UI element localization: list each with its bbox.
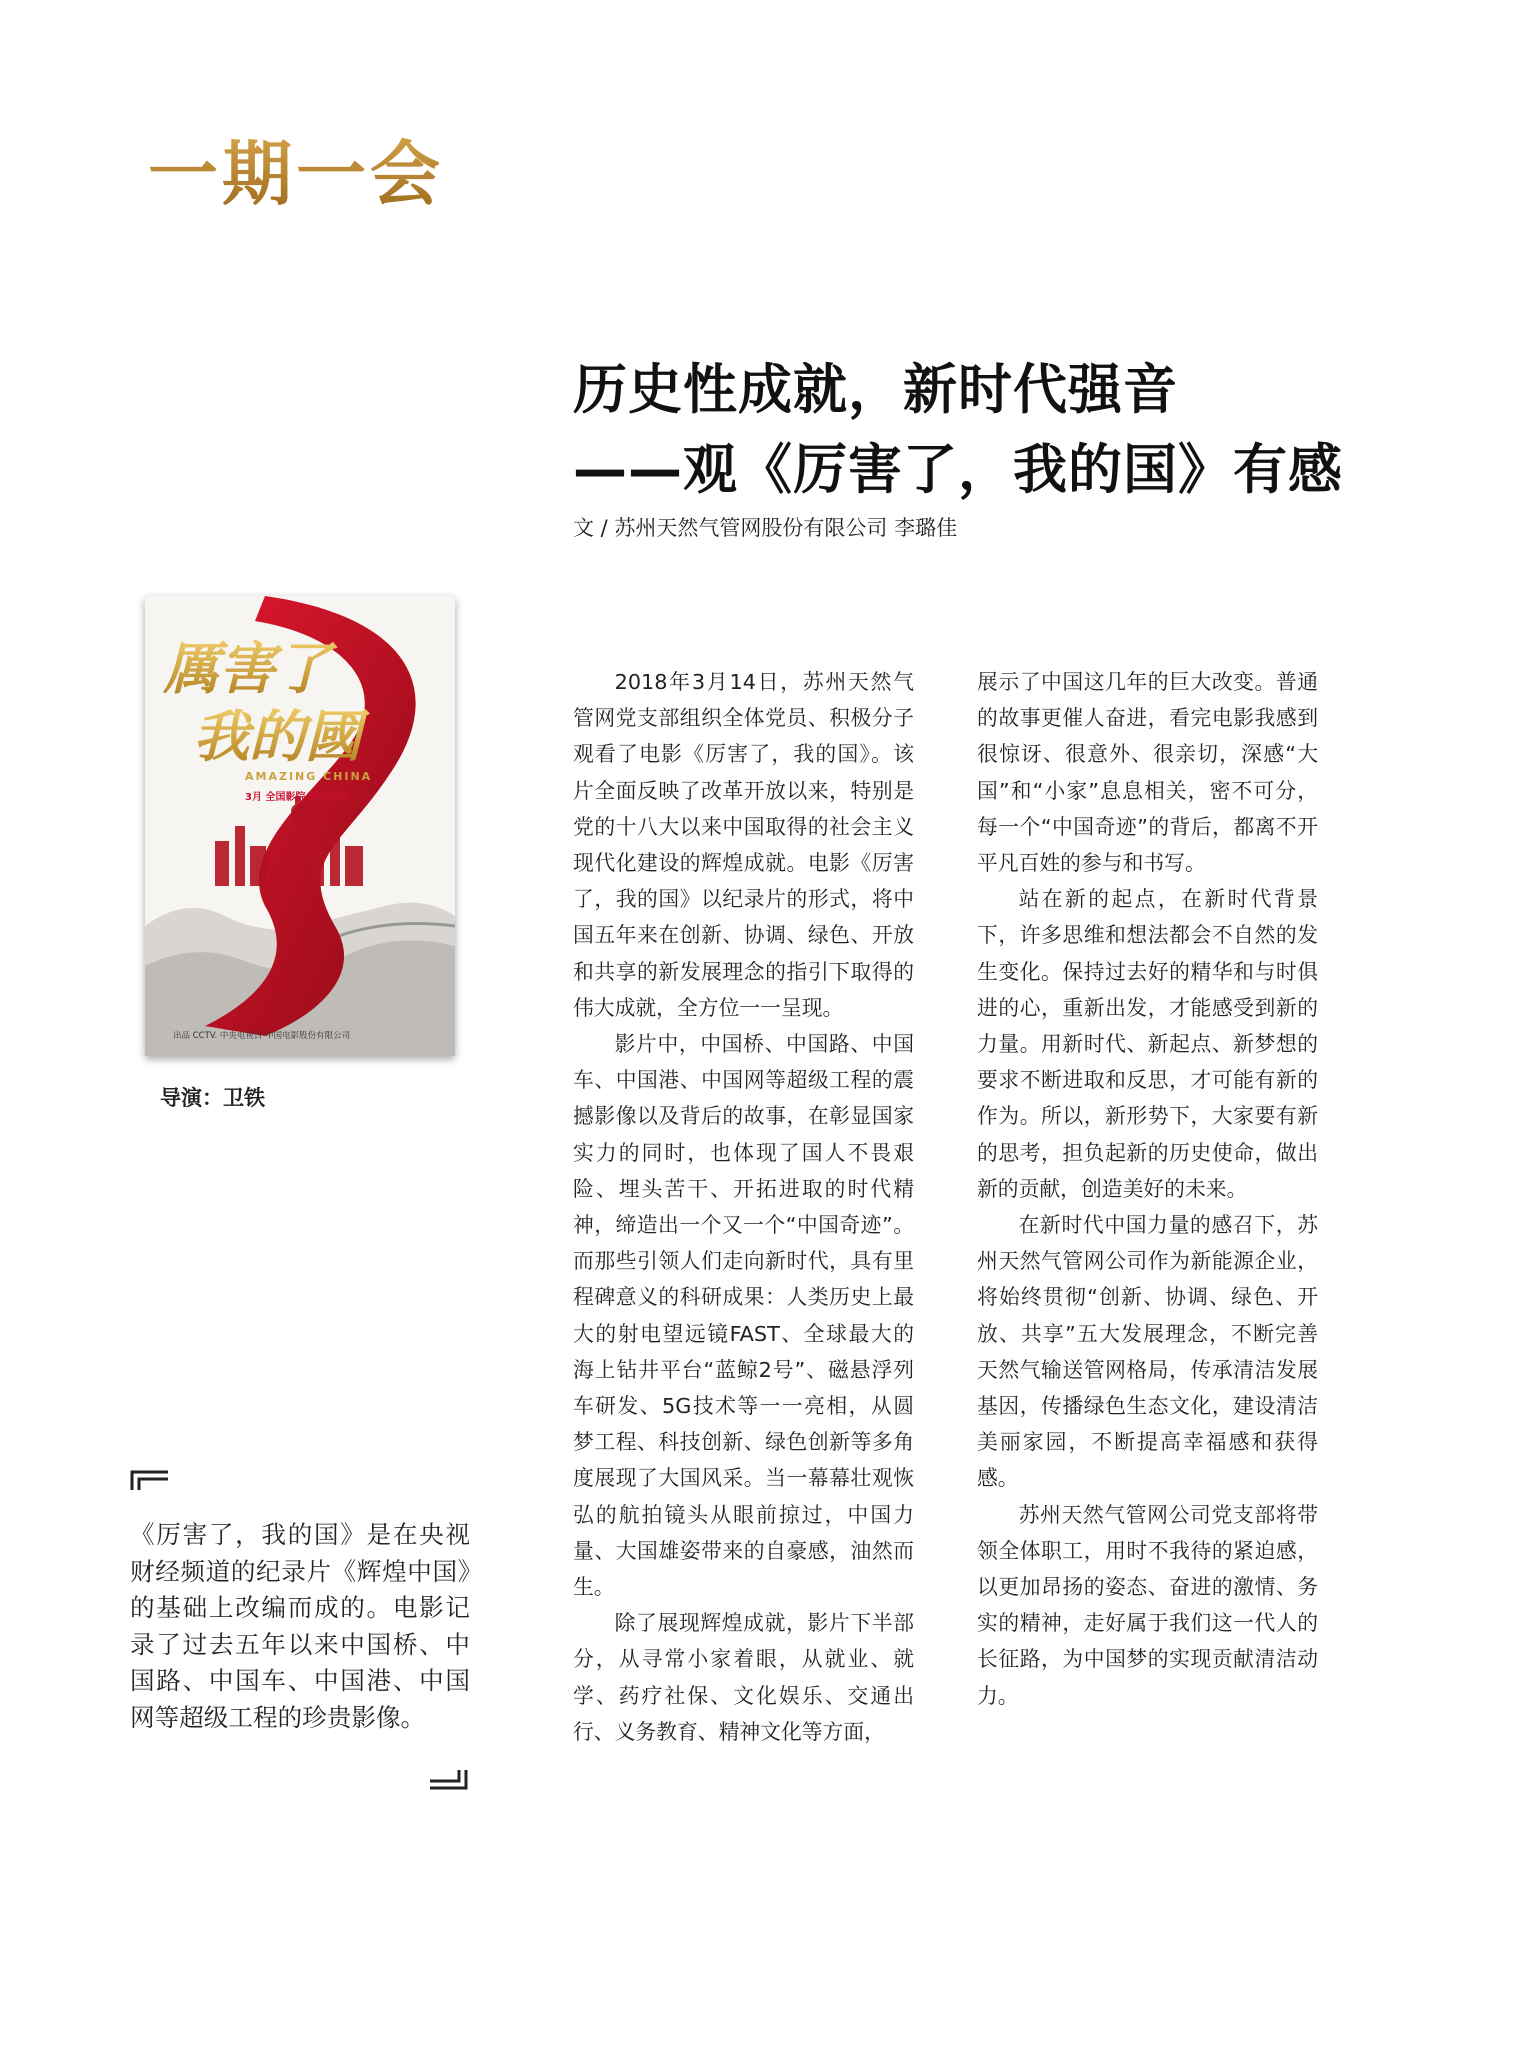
body-paragraph: 影片中，中国桥、中国路、中国车、中国港、中国网等超级工程的震撼影像以及背后的故事，在彰显国家实力的同时，也体现了国人不畏艰险、埋头苦干、开拓进取的时代精神，缔造出一个又一个“中国奇迹”。而那些引领人们走向新时代，具有里程碑意义的科研成果：人类历史上最大的射电望远镜FAST、全球最大的海上钻井平台“蓝鲸2号”、磁悬浮列车研发、5G技术等一一亮相，从圆梦工程、科技创新、绿色创新等多角度展现了大国风采。当一幕幕壮观恢弘的航拍镜头从眼前掠过，中国力量、大国雄姿带来的自豪感，油然而生。 [573,1032,914,1600]
body-paragraph: 2018年3月14日，苏州天然气管网党支部组织全体党员、积极分子观看了电影《厉害了，我的国》。该片全面反映了改革开放以来，特别是党的十八大以来中国取得的社会主义现代化建设的辉煌成就。电影《厉害了，我的国》以纪录片的形式，将中国五年来在创新、协调、绿色、开放和共享的新发展理念的指引下取得的伟大成就，全方位一一呈现。 [573,670,914,1020]
poster-producers: 出品 CCTV. 中央电视台 中国电影股份有限公司 [173,1031,351,1041]
poster-title-line-1: 厲害了 [163,636,331,702]
body-paragraph: 站在新的起点，在新时代背景下，许多思维和想法都会不自然的发生变化。保持过去好的精华和与时俱进的心，重新出发，才能感受到新的力量。用新时代、新起点、新梦想的要求不断进取和反思，才可能有新的作为。所以，新形势下，大家要有新的思考，担负起新的历史使命，做出新的贡献，创造美好的未来。 [977,887,1318,1201]
open-bracket-icon [130,1470,170,1492]
poster-artwork [145,596,455,1056]
column-logo-text: 一期一会 [148,132,444,215]
body-paragraph: 在新时代中国力量的感召下，苏州天然气管网公司作为新能源企业，将始终贯彻“创新、协调、绿色、开放、共享”五大发展理念，不断完善天然气输送管网格局，传承清洁发展基因，传播绿色生态文化，建设清洁美丽家园，不断提高幸福感和获得感。 [977,1213,1318,1491]
poster-english-title: AMAZING CHINA [245,770,373,783]
body-column-1 [573,664,914,1750]
article-title [573,350,1473,510]
title-line-1: 历史性成就，新时代强音 [573,358,1178,421]
byline: 文 / 苏州天然气管网股份有限公司 李璐佳 [573,516,958,540]
director-caption: 导演：卫铁 [160,1086,265,1110]
column-logo [148,130,468,220]
body-paragraph: 除了展现辉煌成就，影片下半部分，从寻常小家着眼，从就业、就学、药疗社保、文化娱乐、交通出行、义务教育、精神文化等方面， [573,1611,914,1744]
body-paragraph: 苏州天然气管网公司党支部将带领全体职工，用时不我待的紧迫感，以更加昂扬的姿态、奋进的激情、务实的精神，走好属于我们这一代人的长征路，为中国梦的实现贡献清洁动力。 [977,1502,1318,1708]
title-line-2: ——观《厉害了，我的国》有感 [573,438,1343,501]
film-poster [145,596,455,1056]
body-column-2 [977,664,1318,1714]
poster-release-line: 3月 全国影院 辉煌呈现 [245,792,349,803]
body-paragraph-continued: 展示了中国这几年的巨大改变。普通的故事更催人奋进，看完电影我感到很惊讶、很意外、很亲切，深感“大国”和“小家”息息相关，密不可分，每一个“中国奇迹”的背后，都离不开平凡百姓的参与和书写。 [977,670,1318,876]
poster-title-line-2: 我的國 [193,704,361,770]
close-bracket-icon [428,1768,468,1790]
pull-quote: 《厉害了，我的国》是在央视财经频道的纪录片《辉煌中国》的基础上改编而成的。电影记录了过去五年以来中国桥、中国路、中国车、中国港、中国网等超级工程的珍贵影像。 [130,1520,470,1732]
